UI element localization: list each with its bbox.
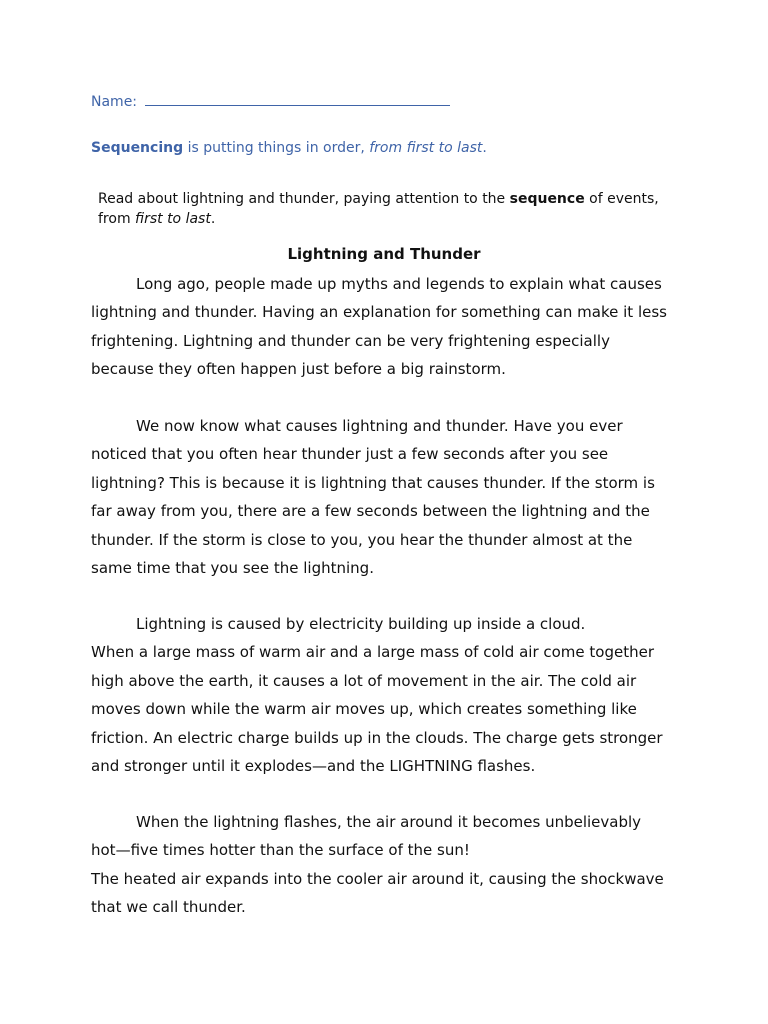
instructions-mid: of events, <box>584 191 659 207</box>
name-blank-line[interactable] <box>145 91 450 106</box>
sequencing-definition <box>91 140 487 156</box>
definition-middle: is putting things in order, <box>183 140 370 156</box>
paragraph-line: When the lightning flashes, the air around it becomes unbelievably <box>136 813 642 831</box>
paragraph-line: friction. An electric charge builds up in the clouds. The charge gets stronger <box>91 728 663 747</box>
name-label: Name: <box>91 94 138 110</box>
article-paragraph-3 <box>91 610 691 780</box>
article-paragraph-1 <box>91 270 691 384</box>
paragraph-line: Lightning is caused by electricity building up inside a cloud. <box>136 615 586 633</box>
definition-emphasis: from first to last <box>369 140 483 156</box>
instructions-keyword: sequence <box>509 191 585 207</box>
paragraph-line: lightning? This is because it is lightning that causes thunder. If the storm is <box>91 473 655 492</box>
instructions-lead: Read about lightning and thunder, paying attention to the <box>98 191 510 207</box>
paragraph-line: Long ago, people made up myths and legends to explain what causes <box>136 275 662 293</box>
definition-term: Sequencing <box>91 140 184 156</box>
paragraph-line: and stronger until it explodes—and the LIGHTNING flashes. <box>91 757 536 776</box>
paragraph-line: frightening. Lightning and thunder can be very frightening especially <box>91 331 610 350</box>
paragraph-line: The heated air expands into the cooler air around it, causing the shockwave <box>91 869 664 888</box>
paragraph-line: because they often happen just before a big rainstorm. <box>91 360 506 379</box>
paragraph-line: moves down while the warm air moves up, which creates something like <box>91 700 637 719</box>
paragraph-line: When a large mass of warm air and a large mass of cold air come together <box>91 643 655 662</box>
definition-end: . <box>482 140 487 156</box>
instructions-line2-start: from <box>98 211 136 227</box>
name-field-row <box>91 91 450 110</box>
paragraph-line: thunder. If the storm is close to you, you hear the thunder almost at the <box>91 530 633 549</box>
paragraph-line: high above the earth, it causes a lot of movement in the air. The cold air <box>91 671 637 690</box>
paragraph-line: noticed that you often hear thunder just a few seconds after you see <box>91 445 609 464</box>
paragraph-line: that we call thunder. <box>91 898 246 917</box>
article-title: Lightning and Thunder <box>287 245 481 263</box>
paragraph-line: We now know what causes lightning and thunder. Have you ever <box>136 417 623 435</box>
article-paragraph-2 <box>91 412 691 582</box>
reading-instructions <box>98 189 678 229</box>
instructions-line2-end: . <box>210 211 216 227</box>
paragraph-line: far away from you, there are a few seconds between the lightning and the <box>91 502 650 521</box>
paragraph-line: lightning and thunder. Having an explanation for something can make it less <box>91 303 667 322</box>
instructions-line2-emphasis: first to last <box>135 211 211 227</box>
paragraph-line: same time that you see the lightning. <box>91 559 374 578</box>
article-paragraph-4 <box>91 808 691 922</box>
paragraph-line: hot—five times hotter than the surface of the sun! <box>91 841 470 860</box>
